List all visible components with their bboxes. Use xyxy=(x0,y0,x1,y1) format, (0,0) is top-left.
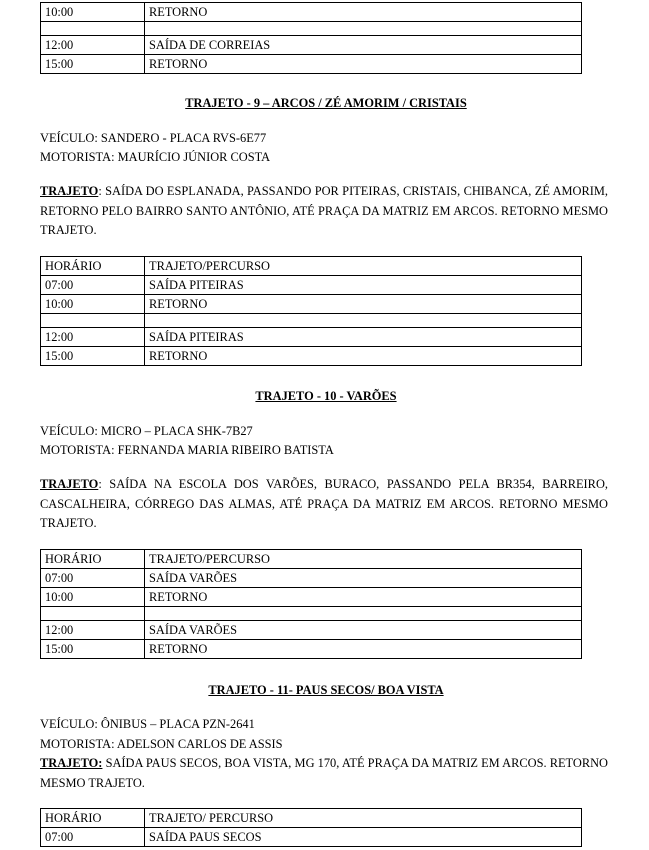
time-cell: 07:00 xyxy=(41,569,145,588)
time-cell: 15:00 xyxy=(41,347,145,366)
time-cell: 10:00 xyxy=(41,588,145,607)
table-header-row xyxy=(41,550,582,569)
header-time: HORÁRIO xyxy=(41,809,145,828)
table-row xyxy=(41,640,582,659)
header-time: HORÁRIO xyxy=(41,550,145,569)
table-row xyxy=(41,55,582,74)
route-description xyxy=(40,182,608,241)
route-description xyxy=(40,475,608,534)
route-cell: SAÍDA PITEIRAS xyxy=(145,328,582,347)
schedule-table-11 xyxy=(40,808,582,847)
table-row-blank xyxy=(41,607,582,621)
route-cell: SAÍDA VARÕES xyxy=(145,621,582,640)
table-row xyxy=(41,328,582,347)
route-cell: SAÍDA PITEIRAS xyxy=(145,276,582,295)
time-cell: 12:00 xyxy=(41,328,145,347)
route-cell: RETORNO xyxy=(145,347,582,366)
route-cell: SAÍDA DE CORREIAS xyxy=(145,36,582,55)
time-cell: 07:00 xyxy=(41,276,145,295)
time-cell: 15:00 xyxy=(41,640,145,659)
schedule-table-10 xyxy=(40,549,582,659)
route-cell: RETORNO xyxy=(145,3,582,22)
time-cell: 10:00 xyxy=(41,295,145,314)
route-cell: RETORNO xyxy=(145,588,582,607)
section-title-trajeto-9: TRAJETO - 9 – ARCOS / ZÉ AMORIM / CRISTAIS xyxy=(185,96,467,110)
vehicle-line: VEÍCULO: ÔNIBUS – PLACA PZN-2641 xyxy=(40,717,255,731)
vehicle-line: VEÍCULO: SANDERO - PLACA RVS-6E77 xyxy=(40,131,267,145)
route-text: : SAÍDA DO ESPLANADA, PASSANDO POR PITEIRAS, CRISTAIS, CHIBANCA, ZÉ AMORIM, RETORNO PELO BAIRRO SANTO ANTÔNIO, ATÉ PRAÇA DA MATRIZ EM ARCOS. RETORNO MESMO TRAJETO. xyxy=(40,184,608,237)
table-row xyxy=(41,276,582,295)
table-row-blank xyxy=(41,22,582,36)
table-row xyxy=(41,295,582,314)
table-row xyxy=(41,347,582,366)
driver-line: MOTORISTA: MAURÍCIO JÚNIOR COSTA xyxy=(40,150,271,164)
time-cell xyxy=(41,314,145,328)
header-route: TRAJETO/PERCURSO xyxy=(145,257,582,276)
table-row xyxy=(41,588,582,607)
schedule-table-9 xyxy=(40,256,582,366)
route-cell: RETORNO xyxy=(145,640,582,659)
route-cell: SAÍDA PAUS SECOS xyxy=(145,828,582,847)
header-route: TRAJETO/ PERCURSO xyxy=(145,809,582,828)
route-cell: SAÍDA VARÕES xyxy=(145,569,582,588)
time-cell: 07:00 xyxy=(41,828,145,847)
table-row xyxy=(41,621,582,640)
table-header-row xyxy=(41,257,582,276)
table-row xyxy=(41,569,582,588)
time-cell: 12:00 xyxy=(41,621,145,640)
route-cell xyxy=(145,607,582,621)
table-row xyxy=(41,36,582,55)
route-cell: RETORNO xyxy=(145,55,582,74)
driver-line: MOTORISTA: FERNANDA MARIA RIBEIRO BATISTA xyxy=(40,443,334,457)
route-cell: RETORNO xyxy=(145,295,582,314)
driver-line: MOTORISTA: ADELSON CARLOS DE ASSIS xyxy=(40,737,283,751)
time-cell: 15:00 xyxy=(41,55,145,74)
table-header-row xyxy=(41,809,582,828)
table-row xyxy=(41,3,582,22)
route-label: TRAJETO xyxy=(40,184,99,198)
header-route: TRAJETO/PERCURSO xyxy=(145,550,582,569)
route-text: SAÍDA PAUS SECOS, BOA VISTA, MG 170, ATÉ PRAÇA DA MATRIZ EM ARCOS. RETORNO MESMO TRAJETO. xyxy=(40,756,608,790)
vehicle-line: VEÍCULO: MICRO – PLACA SHK-7B27 xyxy=(40,424,253,438)
route-text: : SAÍDA NA ESCOLA DOS VARÕES, BURACO, PASSANDO PELA BR354, BARREIRO, CASCALHEIRA, CÓRREGO DAS ALMAS, ATÉ PRAÇA DA MATRIZ EM ARCOS. RETORNO MESMO TRAJETO. xyxy=(40,477,608,530)
section-title-trajeto-10: TRAJETO - 10 - VARÕES xyxy=(255,389,397,403)
header-time: HORÁRIO xyxy=(41,257,145,276)
table-row-blank xyxy=(41,314,582,328)
route-cell xyxy=(145,314,582,328)
route-description xyxy=(40,754,608,793)
route-label: TRAJETO xyxy=(40,477,99,491)
time-cell: 10:00 xyxy=(41,3,145,22)
table-row xyxy=(41,828,582,847)
route-label: TRAJETO: xyxy=(40,756,103,770)
section-title-trajeto-11: TRAJETO - 11- PAUS SECOS/ BOA VISTA xyxy=(208,683,444,697)
route-cell xyxy=(145,22,582,36)
time-cell xyxy=(41,22,145,36)
time-cell xyxy=(41,607,145,621)
time-cell: 12:00 xyxy=(41,36,145,55)
schedule-table-8 xyxy=(40,2,582,74)
